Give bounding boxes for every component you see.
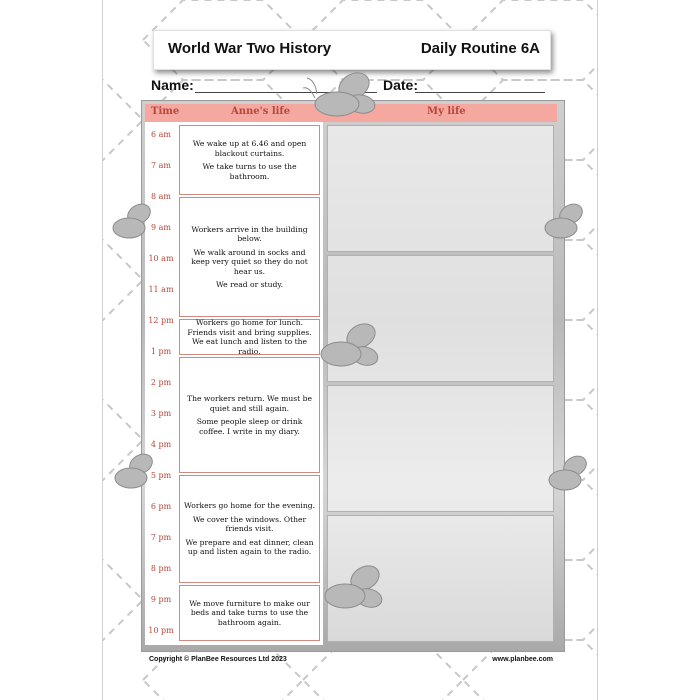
time-label: 7 am <box>151 161 171 170</box>
anne-entry-lunch <box>179 319 320 355</box>
anne-entry-evening <box>179 475 320 583</box>
worksheet-page <box>102 0 598 700</box>
entry-text: Workers go home for lunch. Friends visit and bring supplies. We eat lunch and listen to the radio. <box>187 318 312 356</box>
bee-icon <box>315 560 395 622</box>
time-label: 1 pm <box>150 347 172 356</box>
entry-text: Workers arrive in the building below. <box>191 224 308 243</box>
time-label: 9 pm <box>150 595 172 604</box>
entry-text: We cover the windows. Other friends visit. <box>192 514 307 534</box>
my-life-box[interactable] <box>327 125 554 252</box>
bee-icon <box>105 450 165 500</box>
anne-entry-afternoon <box>179 357 320 473</box>
time-label: 6 pm <box>150 502 172 511</box>
entry-text: We prepare and eat dinner, clean up and listen again to the radio. <box>185 537 314 557</box>
entry-text: Some people sleep or drink coffee. I write in my diary. <box>196 417 303 436</box>
bee-icon <box>539 452 597 502</box>
entry-text: We walk around in socks and keep very quiet so they do not hear us. <box>191 247 308 276</box>
time-label: 3 pm <box>150 409 172 418</box>
header-annes-life: Anne's life <box>231 106 291 117</box>
entry-text: Workers go home for the evening. <box>184 501 315 511</box>
date-field-line[interactable] <box>415 92 545 93</box>
worksheet-subtitle: Daily Routine 6A <box>420 40 540 57</box>
time-label: 6 am <box>151 130 171 139</box>
name-label: Name: <box>151 77 194 93</box>
time-label: 8 pm <box>150 564 172 573</box>
time-label: 2 pm <box>150 378 172 387</box>
anne-entry-morning <box>179 125 320 195</box>
worksheet-title: World War Two History <box>168 40 332 57</box>
anne-entry-workday <box>179 197 320 317</box>
anne-entry-night <box>179 585 320 641</box>
copyright-text: Copyright © PlanBee Resources Ltd 2023 <box>149 656 287 663</box>
entry-text: We wake up at 6.46 and open blackout curtains. <box>192 139 307 158</box>
time-label: 7 pm <box>150 533 172 542</box>
time-label: 10 pm <box>148 626 174 635</box>
time-label: 4 pm <box>150 440 172 449</box>
time-label: 11 am <box>148 285 174 294</box>
time-label: 10 am <box>148 254 174 263</box>
entry-text: We read or study. <box>215 280 284 289</box>
time-label: 9 am <box>151 223 171 232</box>
header-my-life: My life <box>427 106 466 117</box>
time-label: 5 pm <box>150 471 172 480</box>
bee-icon <box>103 200 163 250</box>
website-text: www.planbee.com <box>492 656 553 663</box>
date-label: Date: <box>383 77 419 93</box>
time-label: 12 pm <box>148 316 174 325</box>
entry-text: The workers return. We must be quiet and still again. <box>187 394 312 413</box>
bee-icon <box>299 70 389 130</box>
entry-text: We take turns to use the bathroom. <box>202 162 297 181</box>
my-life-box[interactable] <box>327 385 554 512</box>
bee-icon <box>311 318 391 380</box>
entry-text: We move furniture to make our beds and take turns to use the bathroom again. <box>189 598 310 627</box>
bee-icon <box>535 200 595 250</box>
time-label: 8 am <box>151 192 171 201</box>
title-bar <box>153 30 551 70</box>
header-time: Time <box>151 106 180 117</box>
